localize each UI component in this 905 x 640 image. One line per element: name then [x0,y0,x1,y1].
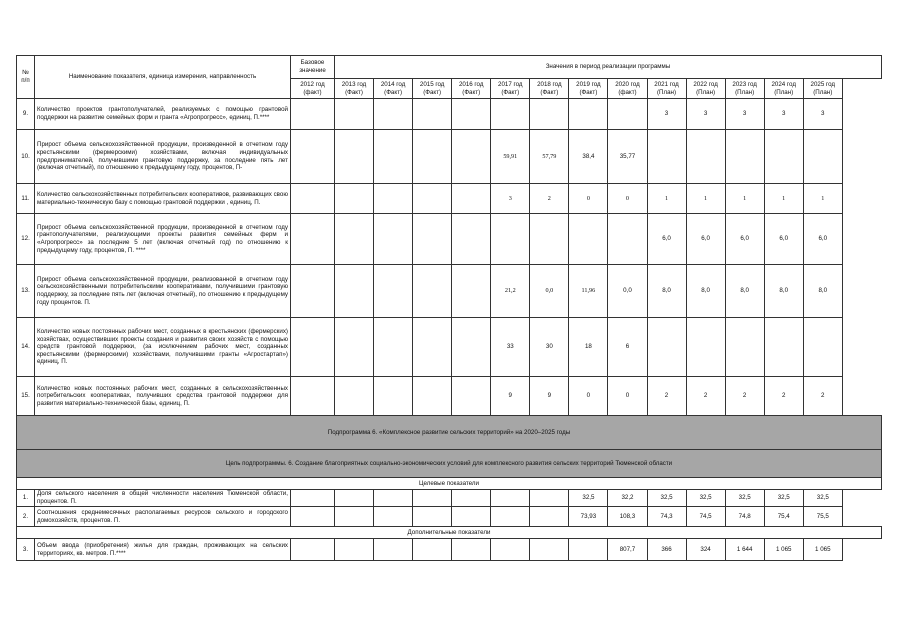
header-year-type: (Факт) [579,88,598,96]
value-cell [491,490,530,507]
value-cell [335,130,374,184]
header-year-type: (Факт) [501,88,520,96]
header-year-type: (Факт) [540,88,559,96]
value-cell: 18 [569,318,608,377]
value-cell: 21,2 [491,265,530,318]
value-cell: 3 [491,184,530,214]
header-year-type: (факт) [618,88,637,96]
section-target: Целевые показатели [17,478,882,490]
value-cell: 108,3 [608,507,647,527]
header-year-label: 2022 год [693,80,718,88]
value-cell [291,539,335,561]
value-cell [491,507,530,527]
value-cell [452,318,491,377]
header-year [491,79,530,99]
value-cell [530,539,569,561]
table-row [17,377,882,416]
header-year [608,79,647,99]
value-cell [413,130,452,184]
row-name: Количество новых постоянных рабочих мест, созданных в крестьянских (фермерских) хозяйствах, осуществивших проекты создания и развития своих хозяйств с помощью средств грантовой поддержки, (за исключением рабочих мест, созданных крестьянскими (фермерскими) хозяйствами, получившими гранты «Агростартап») единиц, П. [35,318,291,377]
section-additional-row [17,527,882,539]
value-cell: 8,0 [764,265,803,318]
value-cell [413,265,452,318]
value-cell [291,214,335,265]
value-cell [491,214,530,265]
value-cell: 30 [530,318,569,377]
value-cell [803,130,842,184]
value-cell: 32,5 [569,490,608,507]
subprogram-title-row [17,416,882,450]
value-cell: 32,5 [686,490,725,507]
value-cell [291,507,335,527]
value-cell: 2 [764,377,803,416]
header-year-type: (План) [657,88,677,96]
table-row [17,184,882,214]
value-cell: 0 [569,184,608,214]
value-cell [335,318,374,377]
value-cell: 6,0 [725,214,764,265]
value-cell [335,214,374,265]
header-year-label: 2016 год [458,80,484,88]
subprogram-goal-row [17,450,882,478]
header-year-label: 2013 год [341,80,367,88]
header-year-label: 2012 год [300,80,325,88]
value-cell [452,130,491,184]
value-cell: 75,4 [764,507,803,527]
value-cell: 2 [686,377,725,416]
header-year-type: (факт) [303,88,322,96]
value-cell [530,490,569,507]
value-cell [335,265,374,318]
value-cell: 32,5 [725,490,764,507]
row-number: 12. [17,214,35,265]
row-name: Объем ввода (приобретения) жилья для граждан, проживающих на сельских территориях, кв. метров. П.**** [35,539,291,561]
value-cell: 366 [647,539,686,561]
value-cell: 8,0 [686,265,725,318]
value-cell: 1 [725,184,764,214]
header-year-label: 2023 год [732,80,757,88]
value-cell [291,265,335,318]
section-additional: Дополнительные показатели [17,527,882,539]
table-row [17,265,882,318]
value-cell [530,214,569,265]
value-cell [374,99,413,130]
value-cell: 6,0 [764,214,803,265]
table-row [17,539,882,561]
header-year [413,79,452,99]
value-cell [608,99,647,130]
value-cell: 1 [764,184,803,214]
row-number: 14. [17,318,35,377]
row-name: Доля сельского населения в общей численности населения Тюменской области, процентов. П. [35,490,291,507]
row-number: 11. [17,184,35,214]
value-cell [647,318,686,377]
value-cell [608,214,647,265]
value-cell [647,130,686,184]
table-row [17,490,882,507]
row-number: 13. [17,265,35,318]
row-number: 2. [17,507,35,527]
value-cell: 8,0 [725,265,764,318]
value-cell [374,265,413,318]
indicators-table-body [17,56,882,561]
header-year-type: (План) [735,88,755,96]
value-cell: 74,5 [686,507,725,527]
value-cell: 8,0 [803,265,842,318]
value-cell [374,539,413,561]
value-cell: 2 [803,377,842,416]
value-cell [374,377,413,416]
value-cell: 73,93 [569,507,608,527]
value-cell: 1 065 [803,539,842,561]
header-base: Базовое значение [291,56,335,79]
value-cell [725,318,764,377]
header-year [452,79,491,99]
value-cell [569,214,608,265]
value-cell: 3 [725,99,764,130]
value-cell: 6 [608,318,647,377]
header-year-label: 2017 год [498,80,523,88]
value-cell [452,214,491,265]
row-number: 10. [17,130,35,184]
value-cell: 0,0 [530,265,569,318]
value-cell [530,507,569,527]
value-cell: 1 065 [764,539,803,561]
value-cell [335,99,374,130]
header-year [647,79,686,99]
value-cell [374,214,413,265]
header-num: № п/п [17,56,35,99]
header-year [569,79,608,99]
value-cell [374,318,413,377]
value-cell: 3 [686,99,725,130]
subprogram-goal: Цель подпрограммы. 6. Создание благоприятных социально-экономических условий для комплексного развития сельских территорий Тюменской области [17,450,882,478]
value-cell [291,184,335,214]
table-row [17,318,882,377]
value-cell [452,539,491,561]
value-cell: 6,0 [647,214,686,265]
value-cell: 2 [725,377,764,416]
value-cell [291,130,335,184]
header-year [764,79,803,99]
indicators-table [16,55,882,561]
header-year-type: (Факт) [384,88,403,96]
value-cell: 75,5 [803,507,842,527]
value-cell: 3 [803,99,842,130]
value-cell [413,184,452,214]
value-cell: 32,5 [803,490,842,507]
value-cell: 0 [569,377,608,416]
value-cell [686,318,725,377]
value-cell: 32,5 [764,490,803,507]
value-cell [452,507,491,527]
value-cell [291,377,335,416]
value-cell: 3 [647,99,686,130]
value-cell: 57,79 [530,130,569,184]
header-year-type: (Факт) [423,88,442,96]
value-cell: 74,3 [647,507,686,527]
row-name: Количество сельскохозяйственных потребительских кооперативов, развивающих свою материально-техническую базу с помощью грантовой поддержки , единиц, П. [35,184,291,214]
header-year-type: (Факт) [462,88,481,96]
row-name: Прирост объема сельскохозяйственной продукции, произведенной в отчетном году грантополучателями, реализующими проекты развития семейных ферм и «Агропрогресс» за последние 5 лет (включая отчетный год) по отношению к предыдущему году, процентов, П. **** [35,214,291,265]
value-cell [452,490,491,507]
row-name: Количество проектов грантополучателей, реализуемых с помощью грантовой поддержки на развитие семейных форм и гранта «Агропрогресс», единиц, П.**** [35,99,291,130]
value-cell [291,99,335,130]
value-cell: 1 [686,184,725,214]
value-cell: 38,4 [569,130,608,184]
header-year [803,79,842,99]
value-cell [764,318,803,377]
value-cell [569,99,608,130]
header-year-label: 2018 год [537,80,562,88]
row-name: Соотношения среднемесячных располагаемых ресурсов сельского и городского домохозяйств, процентов. П. [35,507,291,527]
value-cell: 2 [530,184,569,214]
value-cell [413,377,452,416]
header-year-type: (План) [774,88,794,96]
row-name: Прирост объема сельскохозяйственной продукции, реализованной в отчетном году сельскохозяйственными потребительскими кооперативами, получившими грантовую поддержку, за последние пять лет (включая отчетный), по отношению к предыдущему году процентов. П. [35,265,291,318]
table-row [17,214,882,265]
value-cell: 0,0 [608,265,647,318]
header-year [686,79,725,99]
value-cell [335,184,374,214]
subprogram-title: Подпрограмма 6. «Комплексное развитие сельских территорий» на 2020–2025 годы [17,416,882,450]
value-cell [335,377,374,416]
value-cell: 807,7 [608,539,647,561]
table-row [17,507,882,527]
value-cell: 324 [686,539,725,561]
value-cell [530,99,569,130]
value-cell: 0 [608,184,647,214]
value-cell: 1 [803,184,842,214]
value-cell [413,539,452,561]
value-cell: 9 [491,377,530,416]
header-year-label: 2015 год [419,80,445,88]
value-cell: 8,0 [647,265,686,318]
value-cell [452,265,491,318]
value-cell [413,490,452,507]
header-year-label: 2014 год [380,80,406,88]
section-target-row [17,478,882,490]
value-cell: 3 [764,99,803,130]
row-number: 1. [17,490,35,507]
value-cell: 6,0 [686,214,725,265]
value-cell [686,130,725,184]
value-cell [491,539,530,561]
header-year-type: (План) [696,88,716,96]
value-cell [764,130,803,184]
value-cell: 32,5 [647,490,686,507]
row-number: 15. [17,377,35,416]
value-cell [335,539,374,561]
value-cell [413,99,452,130]
value-cell: 74,8 [725,507,764,527]
header-row-top [17,56,882,79]
value-cell: 35,77 [608,130,647,184]
value-cell [335,490,374,507]
value-cell [452,377,491,416]
header-year-label: 2024 год [771,80,796,88]
value-cell [291,318,335,377]
header-year-label: 2025 год [810,80,836,88]
row-number: 9. [17,99,35,130]
value-cell [413,318,452,377]
table-row [17,99,882,130]
value-cell: 1 644 [725,539,764,561]
value-cell [725,130,764,184]
value-cell [452,184,491,214]
header-name: Наименование показателя, единица измерения, направленность [35,56,291,99]
value-cell [569,539,608,561]
value-cell [452,99,491,130]
value-cell [803,318,842,377]
value-cell: 0 [608,377,647,416]
header-year-type: (Факт) [345,88,363,96]
value-cell [413,507,452,527]
header-year-label: 2021 год [654,80,679,88]
value-cell: 9 [530,377,569,416]
value-cell: 11,96 [569,265,608,318]
value-cell: 59,91 [491,130,530,184]
header-values: Значения в период реализации программы [335,56,882,79]
value-cell: 6,0 [803,214,842,265]
row-number: 3. [17,539,35,561]
value-cell [291,490,335,507]
value-cell [374,490,413,507]
row-name: Прирост объема сельскохозяйственной продукции, произведенной в отчетном году крестьянскими (фермерскими) хозяйствами, включая индивидуальных предпринимателей, получившими грантовую поддержку, за последние пять лет (включая отчетный), по отношению к предыдущему году, процентов, П- [35,130,291,184]
header-year [335,79,374,99]
value-cell [335,507,374,527]
header-year-label: 2020 год [615,80,640,88]
value-cell: 33 [491,318,530,377]
value-cell [374,507,413,527]
value-cell [413,214,452,265]
value-cell: 32,2 [608,490,647,507]
header-year [291,79,335,99]
header-year-label: 2019 год [576,80,601,88]
value-cell: 1 [647,184,686,214]
header-year [725,79,764,99]
value-cell [374,130,413,184]
value-cell: 2 [647,377,686,416]
header-year [374,79,413,99]
row-name: Количество новых постоянных рабочих мест, созданных в сельскохозяйственных потребительских кооперативах, получивших средства грантовой поддержки для развития материально-технической базы, единиц, П. [35,377,291,416]
value-cell [374,184,413,214]
value-cell [491,99,530,130]
table-row [17,130,882,184]
header-year [530,79,569,99]
header-year-type: (План) [813,88,833,96]
